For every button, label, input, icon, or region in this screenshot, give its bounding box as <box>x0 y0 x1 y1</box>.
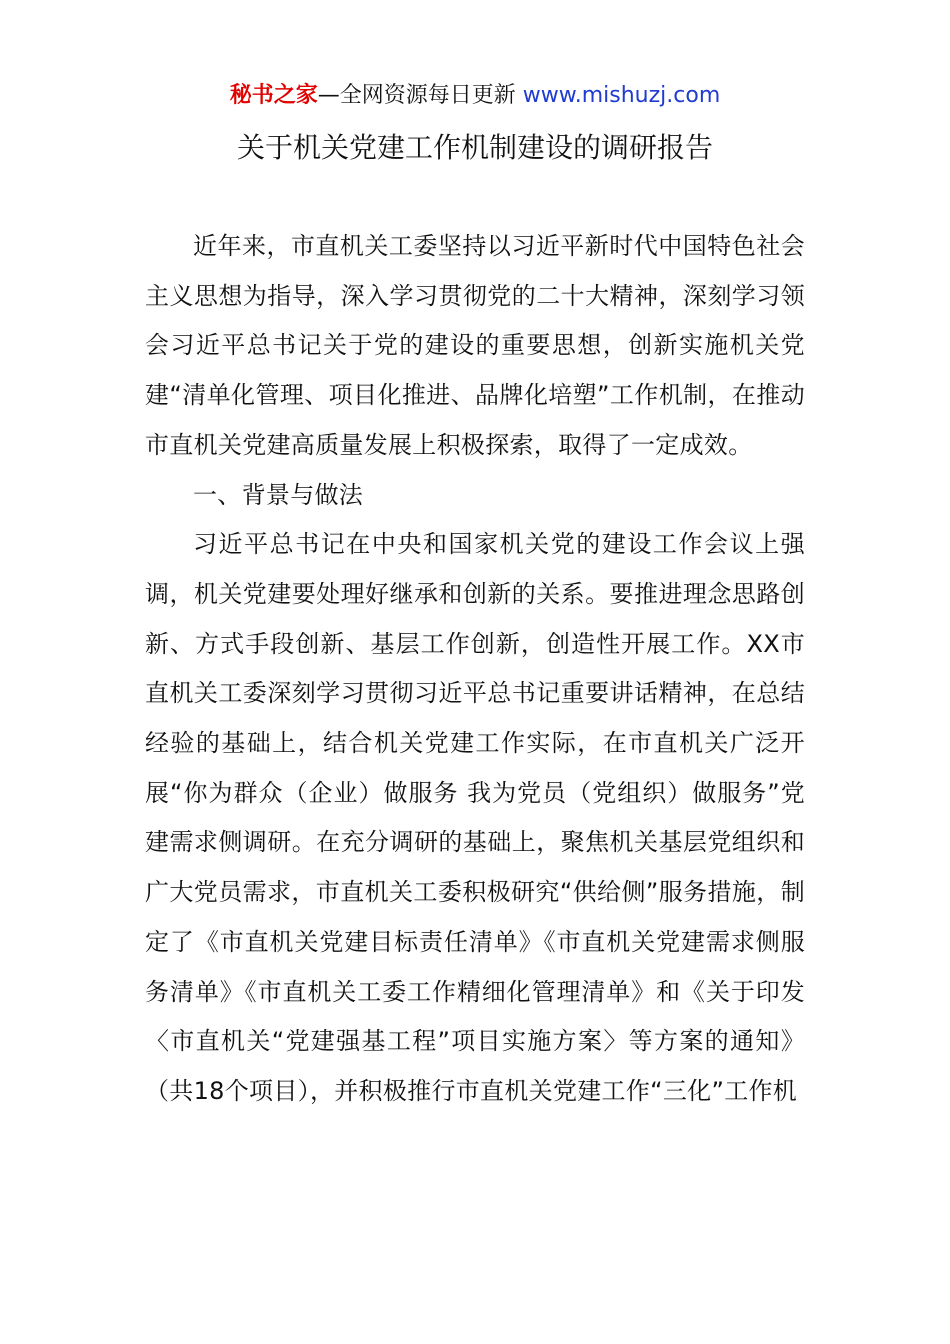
banner-url[interactable]: www.mishuzj.com <box>522 83 721 108</box>
banner-brand: 秘书之家 <box>229 83 318 108</box>
document-title: 关于机关党建工作机制建设的调研报告 <box>236 131 713 164</box>
document-body <box>145 222 805 1117</box>
paragraph-background: 习近平总书记在中央和国家机关党的建设工作会议上强调，机关党建要处理好继承和创新的关系。要推进理念思路创新、方式手段创新、基层工作创新，创造性开展工作。XX市直机关工委深刻学习贯彻习近平总书记重要讲话精神，在总结经验的基础上，结合机关党建工作实际，在市直机关广泛开展“你为群众（企业）做服务 我为党员（党组织）做服务”党建需求侧调研。在充分调研的基础上，聚焦机关基层党组织和广大党员需求，市直机关工委积极研究“供给侧”服务措施，制定了《市直机关党建目标责任清单》《市直机关党建需求侧服务清单》《市直机关工委工作精细化管理清单》和《关于印发〈市直机关“党建强基工程”项目实施方案〉等方案的通知》（共18个项目），并积极推行市直机关党建工作“三化”工作机 <box>145 530 805 1105</box>
section-heading-background: 一、背景与做法 <box>193 480 364 509</box>
banner-tagline: —全网资源每日更新 <box>317 83 523 108</box>
site-banner <box>0 80 950 112</box>
paragraph-intro: 近年来，市直机关工委坚持以习近平新时代中国特色社会主义思想为指导，深入学习贯彻党的二十大精神，深刻学习领会习近平总书记关于党的建设的重要思想，创新实施机关党建“清单化管理、项目化推进、品牌化培塑”工作机制，在推动市直机关党建高质量发展上积极探索，取得了一定成效。 <box>145 232 805 459</box>
